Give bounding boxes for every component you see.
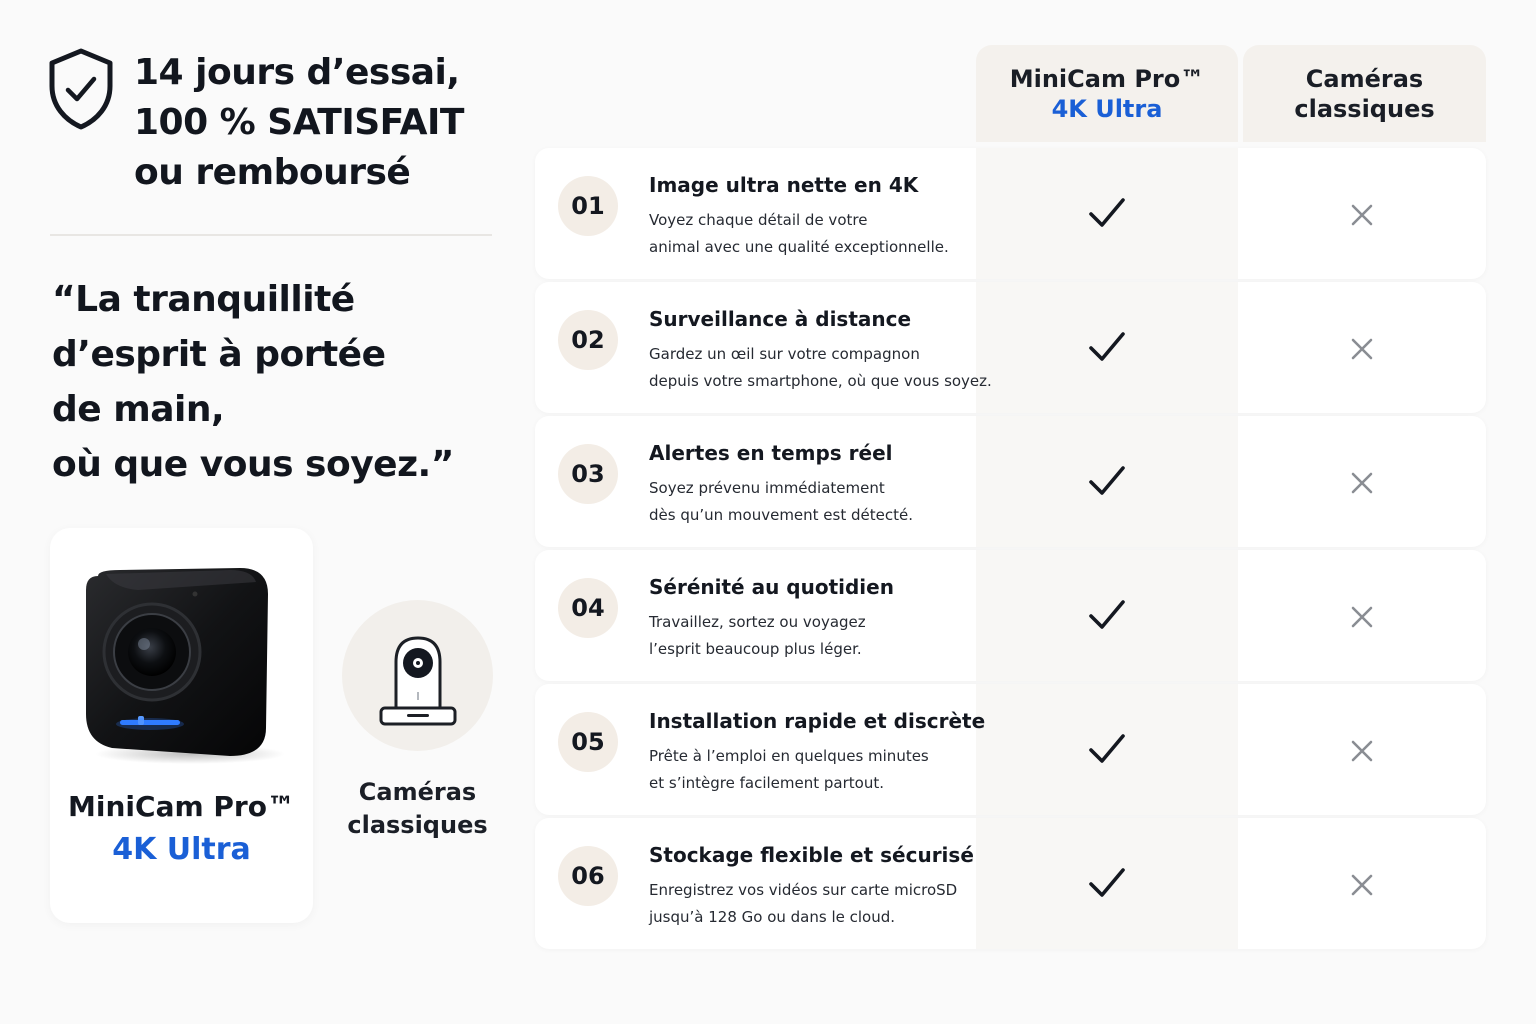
classic-label-line: classiques <box>347 811 488 839</box>
feature-description-line: depuis votre smartphone, où que vous soyez. <box>649 372 992 390</box>
feature-title: Surveillance à distance <box>649 307 912 331</box>
check-icon <box>1088 732 1126 766</box>
comparison-row <box>535 550 1486 681</box>
feature-title: Installation rapide et discrète <box>649 709 986 733</box>
comparison-row <box>535 684 1486 815</box>
cross-icon <box>1351 740 1373 762</box>
feature-description-line: jusqu’à 128 Go ou dans le cloud. <box>649 908 896 926</box>
product-variant: 4K Ultra <box>112 832 251 867</box>
feature-description <box>649 609 866 663</box>
feature-description-line: Enregistrez vos vidéos sur carte microSD <box>649 881 958 899</box>
feature-number: 03 <box>558 444 618 504</box>
feature-description-line: animal avec une qualité exceptionnelle. <box>649 238 949 256</box>
column-header-minicam <box>976 45 1238 142</box>
feature-number: 05 <box>558 712 618 772</box>
guarantee-line: 100 % SATISFAIT <box>134 102 464 143</box>
check-icon <box>1088 464 1126 498</box>
guarantee-title <box>134 48 464 198</box>
feature-number: 06 <box>558 846 618 906</box>
quote-line: d’esprit à portée <box>52 334 386 375</box>
feature-description-line: dès qu’un mouvement est détecté. <box>649 506 913 524</box>
guarantee-line: 14 jours d’essai, <box>134 52 460 93</box>
feature-title: Stockage flexible et sécurisé <box>649 843 974 867</box>
product-card <box>50 528 313 923</box>
feature-description-line: Prête à l’emploi en quelques minutes <box>649 747 929 765</box>
classic-camera-icon <box>377 622 459 730</box>
comparison-row <box>535 416 1486 547</box>
feature-description-line: Travaillez, sortez ou voyagez <box>649 613 866 631</box>
feature-description-line: Soyez prévenu immédiatement <box>649 479 885 497</box>
product-name: MiniCam Pro™ <box>68 790 295 823</box>
feature-number: 04 <box>558 578 618 638</box>
feature-description-line: Gardez un œil sur votre compagnon <box>649 345 920 363</box>
feature-description-line: et s’intègre facilement partout. <box>649 774 884 792</box>
feature-title: Alertes en temps réel <box>649 441 893 465</box>
cross-icon <box>1351 874 1373 896</box>
column-header-classic <box>1243 45 1486 142</box>
cross-icon <box>1351 606 1373 628</box>
comparison-row <box>535 148 1486 279</box>
guarantee-line: ou remboursé <box>134 152 411 193</box>
testimonial-quote <box>52 272 454 492</box>
column-header-subtitle: classiques <box>1294 94 1435 123</box>
quote-line: où que vous soyez.” <box>52 444 454 485</box>
check-icon <box>1088 866 1126 900</box>
cross-icon <box>1351 338 1373 360</box>
feature-description <box>649 877 957 931</box>
guarantee-block <box>48 48 464 198</box>
cross-icon <box>1351 472 1373 494</box>
feature-description-line: Voyez chaque détail de votre <box>649 211 868 229</box>
feature-title: Image ultra nette en 4K <box>649 173 919 197</box>
check-icon <box>1088 196 1126 230</box>
column-header-title: MiniCam Pro™ <box>1009 64 1205 93</box>
minicam-product-image <box>80 564 290 764</box>
divider <box>50 234 492 236</box>
comparison-row <box>535 282 1486 413</box>
feature-description <box>649 475 913 529</box>
cross-icon <box>1351 204 1373 226</box>
classic-camera-badge <box>342 600 493 751</box>
check-icon <box>1088 330 1126 364</box>
feature-number: 02 <box>558 310 618 370</box>
shield-check-icon <box>48 48 114 130</box>
feature-description <box>649 743 929 797</box>
comparison-row <box>535 818 1486 949</box>
feature-description <box>649 341 992 395</box>
feature-number: 01 <box>558 176 618 236</box>
quote-line: “La tranquillité <box>52 279 355 320</box>
quote-line: de main, <box>52 389 225 430</box>
comparison-table <box>535 148 1486 952</box>
feature-description-line: l’esprit beaucoup plus léger. <box>649 640 862 658</box>
column-header-title: Caméras <box>1305 64 1424 93</box>
column-header-subtitle: 4K Ultra <box>1051 94 1163 123</box>
check-icon <box>1088 598 1126 632</box>
classic-label-line: Caméras <box>358 778 477 806</box>
feature-description <box>649 207 949 261</box>
feature-title: Sérénité au quotidien <box>649 575 894 599</box>
classic-label <box>330 776 505 842</box>
